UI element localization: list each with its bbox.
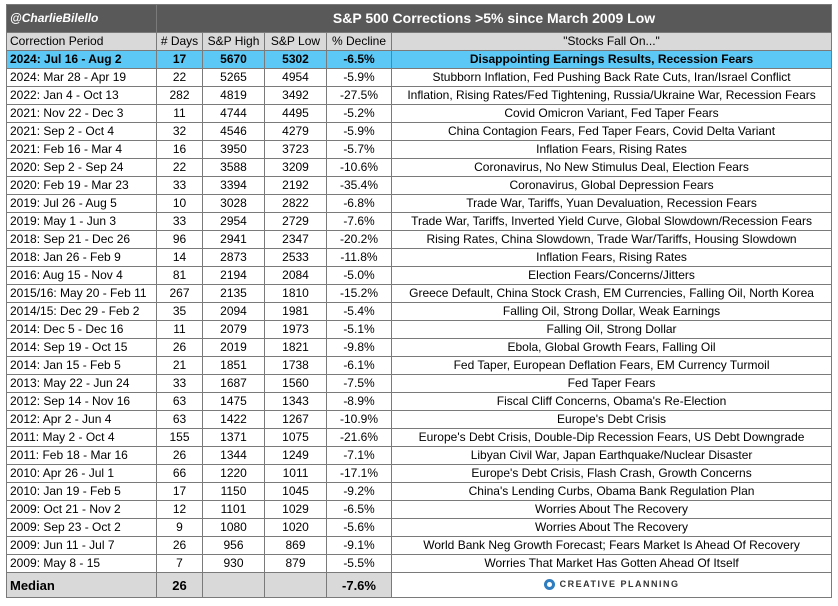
cell-days: 11 xyxy=(157,321,203,339)
cell-days: 22 xyxy=(157,159,203,177)
table-row xyxy=(7,141,832,159)
cell-sp-low: 1973 xyxy=(265,321,327,339)
cell-sp-low: 869 xyxy=(265,537,327,555)
cell-sp-low: 2729 xyxy=(265,213,327,231)
cell-days: 17 xyxy=(157,483,203,501)
header-days: # Days xyxy=(157,33,203,51)
cell-stocks-fall-on: Falling Oil, Strong Dollar, Weak Earnings xyxy=(392,303,832,321)
cell-sp-high: 3394 xyxy=(203,177,265,195)
header-sp-low: S&P Low xyxy=(265,33,327,51)
table-row xyxy=(7,537,832,555)
cell-sp-low: 1821 xyxy=(265,339,327,357)
cell-stocks-fall-on: Trade War, Tariffs, Inverted Yield Curve, Global Slowdown/Recession Fears xyxy=(392,213,832,231)
cell-pct-decline: -20.2% xyxy=(327,231,392,249)
cell-correction-period: 2012: Apr 2 - Jun 4 xyxy=(7,411,157,429)
cell-days: 66 xyxy=(157,465,203,483)
cell-pct-decline: -9.2% xyxy=(327,483,392,501)
cell-correction-period: 2021: Feb 16 - Mar 4 xyxy=(7,141,157,159)
cell-correction-period: 2020: Sep 2 - Sep 24 xyxy=(7,159,157,177)
cell-pct-decline: -5.1% xyxy=(327,321,392,339)
cell-correction-period: 2024: Mar 28 - Apr 19 xyxy=(7,69,157,87)
corrections-table-container xyxy=(6,4,831,598)
cell-correction-period: 2018: Jan 26 - Feb 9 xyxy=(7,249,157,267)
cell-pct-decline: -5.0% xyxy=(327,267,392,285)
cell-days: 35 xyxy=(157,303,203,321)
cell-correction-period: 2009: Oct 21 - Nov 2 xyxy=(7,501,157,519)
cell-sp-low: 3723 xyxy=(265,141,327,159)
cell-days: 155 xyxy=(157,429,203,447)
cell-stocks-fall-on: Election Fears/Concerns/Jitters xyxy=(392,267,832,285)
cell-sp-low: 1020 xyxy=(265,519,327,537)
table-row xyxy=(7,357,832,375)
cell-days: 282 xyxy=(157,87,203,105)
cell-sp-high: 2954 xyxy=(203,213,265,231)
cell-days: 81 xyxy=(157,267,203,285)
cell-pct-decline: -6.1% xyxy=(327,357,392,375)
cell-correction-period: 2019: May 1 - Jun 3 xyxy=(7,213,157,231)
table-row xyxy=(7,195,832,213)
cell-sp-high: 2873 xyxy=(203,249,265,267)
cell-sp-low: 4279 xyxy=(265,123,327,141)
cell-correction-period: 2014: Sep 19 - Oct 15 xyxy=(7,339,157,357)
cell-sp-low: 1981 xyxy=(265,303,327,321)
table-row xyxy=(7,519,832,537)
logo-cell xyxy=(392,573,832,598)
table-row xyxy=(7,375,832,393)
author-handle: @CharlieBilello xyxy=(7,5,157,33)
cell-stocks-fall-on: Ebola, Global Growth Fears, Falling Oil xyxy=(392,339,832,357)
cell-sp-high: 2019 xyxy=(203,339,265,357)
table-row xyxy=(7,555,832,573)
logo-text: CREATIVE PLANNING xyxy=(559,579,680,589)
median-label: Median xyxy=(7,573,157,598)
creative-planning-icon xyxy=(544,579,555,590)
cell-sp-low: 4954 xyxy=(265,69,327,87)
table-row xyxy=(7,483,832,501)
header-sp-high: S&P High xyxy=(203,33,265,51)
cell-sp-high: 5670 xyxy=(203,51,265,69)
cell-days: 22 xyxy=(157,69,203,87)
cell-stocks-fall-on: Europe's Debt Crisis, Flash Crash, Growth Concerns xyxy=(392,465,832,483)
cell-correction-period: 2009: May 8 - 15 xyxy=(7,555,157,573)
cell-sp-low: 2084 xyxy=(265,267,327,285)
cell-sp-high: 1371 xyxy=(203,429,265,447)
cell-days: 63 xyxy=(157,411,203,429)
cell-pct-decline: -9.8% xyxy=(327,339,392,357)
cell-correction-period: 2009: Jun 11 - Jul 7 xyxy=(7,537,157,555)
cell-pct-decline: -5.4% xyxy=(327,303,392,321)
cell-correction-period: 2011: May 2 - Oct 4 xyxy=(7,429,157,447)
table-row xyxy=(7,87,832,105)
table-row xyxy=(7,465,832,483)
cell-stocks-fall-on: Disappointing Earnings Results, Recession Fears xyxy=(392,51,832,69)
cell-stocks-fall-on: Europe's Debt Crisis xyxy=(392,411,832,429)
cell-stocks-fall-on: Inflation Fears, Rising Rates xyxy=(392,249,832,267)
cell-sp-high: 2094 xyxy=(203,303,265,321)
cell-pct-decline: -5.5% xyxy=(327,555,392,573)
cell-correction-period: 2021: Sep 2 - Oct 4 xyxy=(7,123,157,141)
table-row xyxy=(7,69,832,87)
cell-pct-decline: -21.6% xyxy=(327,429,392,447)
cell-sp-low: 3492 xyxy=(265,87,327,105)
median-decline: -7.6% xyxy=(327,573,392,598)
cell-stocks-fall-on: Worries About The Recovery xyxy=(392,501,832,519)
cell-sp-high: 1344 xyxy=(203,447,265,465)
cell-days: 7 xyxy=(157,555,203,573)
cell-pct-decline: -8.9% xyxy=(327,393,392,411)
cell-sp-low: 1810 xyxy=(265,285,327,303)
table-row xyxy=(7,393,832,411)
table-row xyxy=(7,501,832,519)
cell-sp-low: 1011 xyxy=(265,465,327,483)
cell-correction-period: 2015/16: May 20 - Feb 11 xyxy=(7,285,157,303)
cell-pct-decline: -5.9% xyxy=(327,123,392,141)
cell-sp-high: 1687 xyxy=(203,375,265,393)
cell-stocks-fall-on: Greece Default, China Stock Crash, EM Currencies, Falling Oil, North Korea xyxy=(392,285,832,303)
cell-sp-high: 5265 xyxy=(203,69,265,87)
cell-correction-period: 2014: Jan 15 - Feb 5 xyxy=(7,357,157,375)
table-row xyxy=(7,249,832,267)
median-days: 26 xyxy=(157,573,203,598)
cell-pct-decline: -5.9% xyxy=(327,69,392,87)
cell-stocks-fall-on: Coronavirus, Global Depression Fears xyxy=(392,177,832,195)
cell-days: 63 xyxy=(157,393,203,411)
cell-sp-low: 1267 xyxy=(265,411,327,429)
cell-sp-high: 3028 xyxy=(203,195,265,213)
cell-sp-low: 2533 xyxy=(265,249,327,267)
creative-planning-logo xyxy=(544,576,680,593)
cell-correction-period: 2010: Apr 26 - Jul 1 xyxy=(7,465,157,483)
cell-pct-decline: -6.5% xyxy=(327,51,392,69)
corrections-table xyxy=(6,4,832,598)
cell-correction-period: 2020: Feb 19 - Mar 23 xyxy=(7,177,157,195)
cell-sp-low: 1045 xyxy=(265,483,327,501)
cell-correction-period: 2014: Dec 5 - Dec 16 xyxy=(7,321,157,339)
cell-pct-decline: -11.8% xyxy=(327,249,392,267)
cell-pct-decline: -6.8% xyxy=(327,195,392,213)
cell-stocks-fall-on: Inflation, Rising Rates/Fed Tightening, Russia/Ukraine War, Recession Fears xyxy=(392,87,832,105)
cell-pct-decline: -5.6% xyxy=(327,519,392,537)
cell-days: 33 xyxy=(157,213,203,231)
cell-sp-high: 1080 xyxy=(203,519,265,537)
table-row xyxy=(7,159,832,177)
cell-stocks-fall-on: China's Lending Curbs, Obama Bank Regulation Plan xyxy=(392,483,832,501)
cell-days: 12 xyxy=(157,501,203,519)
cell-stocks-fall-on: Libyan Civil War, Japan Earthquake/Nuclear Disaster xyxy=(392,447,832,465)
cell-days: 32 xyxy=(157,123,203,141)
cell-correction-period: 2011: Feb 18 - Mar 16 xyxy=(7,447,157,465)
cell-days: 14 xyxy=(157,249,203,267)
cell-correction-period: 2010: Jan 19 - Feb 5 xyxy=(7,483,157,501)
cell-pct-decline: -17.1% xyxy=(327,465,392,483)
cell-correction-period: 2019: Jul 26 - Aug 5 xyxy=(7,195,157,213)
title-row xyxy=(7,5,832,33)
median-row xyxy=(7,573,832,598)
cell-correction-period: 2016: Aug 15 - Nov 4 xyxy=(7,267,157,285)
cell-correction-period: 2024: Jul 16 - Aug 2 xyxy=(7,51,157,69)
cell-sp-low: 879 xyxy=(265,555,327,573)
table-row xyxy=(7,231,832,249)
cell-stocks-fall-on: Worries About The Recovery xyxy=(392,519,832,537)
cell-correction-period: 2021: Nov 22 - Dec 3 xyxy=(7,105,157,123)
cell-stocks-fall-on: Fed Taper, European Deflation Fears, EM Currency Turmoil xyxy=(392,357,832,375)
cell-sp-low: 5302 xyxy=(265,51,327,69)
cell-stocks-fall-on: Coronavirus, No New Stimulus Deal, Election Fears xyxy=(392,159,832,177)
table-row xyxy=(7,105,832,123)
cell-sp-low: 1075 xyxy=(265,429,327,447)
cell-stocks-fall-on: Rising Rates, China Slowdown, Trade War/Tariffs, Housing Slowdown xyxy=(392,231,832,249)
cell-sp-high: 2194 xyxy=(203,267,265,285)
cell-sp-high: 2079 xyxy=(203,321,265,339)
cell-stocks-fall-on: Covid Omicron Variant, Fed Taper Fears xyxy=(392,105,832,123)
median-sp-high-empty xyxy=(203,573,265,598)
cell-sp-high: 3950 xyxy=(203,141,265,159)
cell-stocks-fall-on: Inflation Fears, Rising Rates xyxy=(392,141,832,159)
header-correction-period: Correction Period xyxy=(7,33,157,51)
cell-stocks-fall-on: Worries That Market Has Gotten Ahead Of Itself xyxy=(392,555,832,573)
cell-sp-low: 1029 xyxy=(265,501,327,519)
header-stocks-fall-on: "Stocks Fall On..." xyxy=(392,33,832,51)
cell-pct-decline: -7.6% xyxy=(327,213,392,231)
cell-pct-decline: -7.5% xyxy=(327,375,392,393)
cell-days: 33 xyxy=(157,375,203,393)
cell-days: 9 xyxy=(157,519,203,537)
cell-days: 26 xyxy=(157,339,203,357)
table-row xyxy=(7,51,832,69)
cell-pct-decline: -35.4% xyxy=(327,177,392,195)
cell-days: 96 xyxy=(157,231,203,249)
cell-sp-high: 1851 xyxy=(203,357,265,375)
cell-days: 33 xyxy=(157,177,203,195)
cell-sp-low: 1560 xyxy=(265,375,327,393)
cell-pct-decline: -7.1% xyxy=(327,447,392,465)
cell-correction-period: 2022: Jan 4 - Oct 13 xyxy=(7,87,157,105)
cell-pct-decline: -15.2% xyxy=(327,285,392,303)
cell-stocks-fall-on: Fed Taper Fears xyxy=(392,375,832,393)
header-row xyxy=(7,33,832,51)
cell-correction-period: 2018: Sep 21 - Dec 26 xyxy=(7,231,157,249)
cell-sp-high: 4819 xyxy=(203,87,265,105)
table-row xyxy=(7,339,832,357)
cell-stocks-fall-on: Fiscal Cliff Concerns, Obama's Re-Election xyxy=(392,393,832,411)
cell-sp-high: 956 xyxy=(203,537,265,555)
cell-correction-period: 2012: Sep 14 - Nov 16 xyxy=(7,393,157,411)
table-row xyxy=(7,177,832,195)
cell-pct-decline: -5.7% xyxy=(327,141,392,159)
cell-correction-period: 2014/15: Dec 29 - Feb 2 xyxy=(7,303,157,321)
cell-stocks-fall-on: World Bank Neg Growth Forecast; Fears Market Is Ahead Of Recovery xyxy=(392,537,832,555)
cell-pct-decline: -10.6% xyxy=(327,159,392,177)
cell-sp-low: 1343 xyxy=(265,393,327,411)
cell-stocks-fall-on: Stubborn Inflation, Fed Pushing Back Rate Cuts, Iran/Israel Conflict xyxy=(392,69,832,87)
cell-pct-decline: -10.9% xyxy=(327,411,392,429)
median-sp-low-empty xyxy=(265,573,327,598)
header-pct-decline: % Decline xyxy=(327,33,392,51)
table-row xyxy=(7,447,832,465)
cell-days: 26 xyxy=(157,537,203,555)
cell-sp-low: 1738 xyxy=(265,357,327,375)
cell-correction-period: 2013: May 22 - Jun 24 xyxy=(7,375,157,393)
table-row xyxy=(7,285,832,303)
table-row xyxy=(7,429,832,447)
cell-sp-low: 1249 xyxy=(265,447,327,465)
cell-sp-high: 2135 xyxy=(203,285,265,303)
cell-sp-high: 1101 xyxy=(203,501,265,519)
cell-sp-low: 3209 xyxy=(265,159,327,177)
cell-sp-low: 2822 xyxy=(265,195,327,213)
table-title: S&P 500 Corrections >5% since March 2009 Low xyxy=(157,5,832,33)
cell-pct-decline: -6.5% xyxy=(327,501,392,519)
cell-stocks-fall-on: Europe's Debt Crisis, Double-Dip Recession Fears, US Debt Downgrade xyxy=(392,429,832,447)
cell-sp-high: 3588 xyxy=(203,159,265,177)
table-row xyxy=(7,411,832,429)
cell-days: 21 xyxy=(157,357,203,375)
cell-sp-high: 4744 xyxy=(203,105,265,123)
cell-days: 16 xyxy=(157,141,203,159)
cell-sp-high: 1220 xyxy=(203,465,265,483)
cell-sp-high: 930 xyxy=(203,555,265,573)
cell-pct-decline: -27.5% xyxy=(327,87,392,105)
cell-stocks-fall-on: China Contagion Fears, Fed Taper Fears, Covid Delta Variant xyxy=(392,123,832,141)
cell-sp-high: 4546 xyxy=(203,123,265,141)
cell-days: 26 xyxy=(157,447,203,465)
cell-sp-high: 1150 xyxy=(203,483,265,501)
table-row xyxy=(7,123,832,141)
cell-days: 10 xyxy=(157,195,203,213)
cell-sp-low: 2347 xyxy=(265,231,327,249)
cell-stocks-fall-on: Falling Oil, Strong Dollar xyxy=(392,321,832,339)
cell-pct-decline: -9.1% xyxy=(327,537,392,555)
cell-pct-decline: -5.2% xyxy=(327,105,392,123)
cell-sp-high: 1422 xyxy=(203,411,265,429)
cell-stocks-fall-on: Trade War, Tariffs, Yuan Devaluation, Recession Fears xyxy=(392,195,832,213)
table-row xyxy=(7,303,832,321)
cell-correction-period: 2009: Sep 23 - Oct 2 xyxy=(7,519,157,537)
cell-sp-high: 2941 xyxy=(203,231,265,249)
table-row xyxy=(7,321,832,339)
table-row xyxy=(7,267,832,285)
cell-sp-high: 1475 xyxy=(203,393,265,411)
cell-sp-low: 4495 xyxy=(265,105,327,123)
cell-days: 11 xyxy=(157,105,203,123)
cell-days: 267 xyxy=(157,285,203,303)
cell-sp-low: 2192 xyxy=(265,177,327,195)
table-row xyxy=(7,213,832,231)
cell-days: 17 xyxy=(157,51,203,69)
